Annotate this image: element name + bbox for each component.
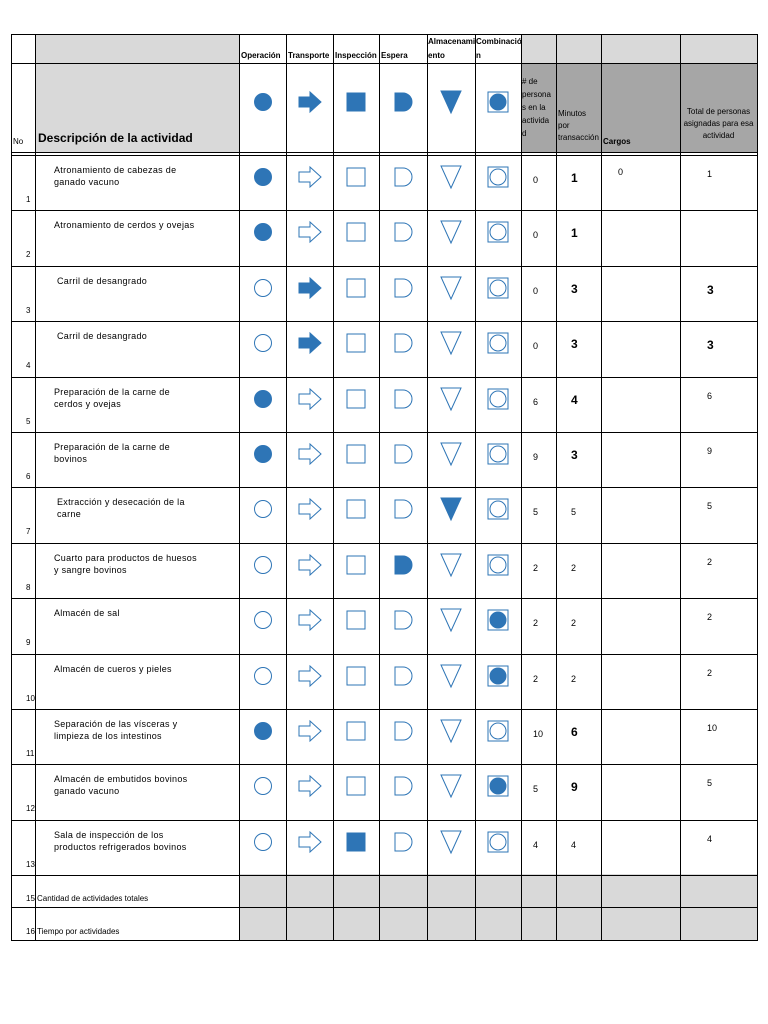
- arrow-right-icon: [297, 664, 323, 688]
- total-value: 6: [707, 390, 713, 401]
- d-shape-icon: [392, 720, 414, 742]
- minutos-value: 4: [571, 392, 578, 407]
- row-number: 4: [26, 361, 31, 371]
- d-shape-icon: [392, 221, 414, 243]
- triangle-down-icon: [439, 330, 463, 356]
- transporte-header: Transporte: [288, 51, 330, 60]
- circle-icon: [252, 831, 274, 853]
- espera-header: Espera: [381, 51, 408, 60]
- row-number: 10: [26, 693, 35, 703]
- minutos-value: 1: [571, 171, 578, 185]
- triangle-down-icon: [439, 275, 463, 301]
- row-number: 9: [26, 638, 31, 648]
- grid-hline: [11, 543, 758, 544]
- total-value: 9: [707, 446, 713, 456]
- square-icon: [345, 221, 367, 243]
- triangle-down-icon: [439, 164, 463, 190]
- circle-in-square-icon: [486, 553, 510, 577]
- almacenamiento-header-l2: ento: [428, 51, 445, 60]
- square-icon: [345, 609, 367, 631]
- minutos-header-line: por: [558, 121, 570, 130]
- activity-description: Sala de inspección de los: [54, 829, 164, 840]
- circle-icon: [252, 443, 274, 465]
- square-icon: [345, 166, 367, 188]
- activity-description: Preparación de la carne de: [54, 442, 170, 452]
- total-value: 5: [707, 778, 713, 789]
- activity-description: ganado vacuno: [54, 177, 120, 187]
- activity-description: Atronamiento de cabezas de: [54, 165, 177, 175]
- square-icon: [345, 775, 367, 797]
- personas-header-line: activida: [522, 116, 550, 125]
- circle-in-square-icon: [486, 719, 510, 743]
- arrow-right-icon: [297, 497, 323, 521]
- personas-value: 2: [533, 562, 539, 573]
- triangle-down-icon: [439, 607, 463, 633]
- total-header-line: actividad: [702, 131, 735, 140]
- grid-hline: [11, 487, 758, 488]
- arrow-right-icon: [297, 719, 323, 743]
- circle-in-square-icon: [486, 165, 510, 189]
- circle-in-square-icon: [486, 774, 510, 798]
- grid-hline: [11, 654, 758, 655]
- activity-description: Cuarto para productos de huesos: [54, 552, 197, 563]
- circle-in-square-icon: [486, 497, 510, 521]
- activity-description: productos refrigerados bovinos: [54, 841, 187, 852]
- grid-hline: [11, 266, 758, 267]
- minutos-header-line: transacción: [558, 133, 599, 142]
- activity-description: y sangre bovinos: [54, 564, 127, 575]
- arrow-right-icon: [297, 608, 323, 632]
- personas-header-line: s en la: [522, 103, 546, 112]
- total-header-line: Total de personas: [686, 107, 751, 116]
- arrow-right-icon: [297, 830, 323, 854]
- grid-hline: [11, 321, 758, 322]
- personas-header-line: d: [522, 129, 527, 138]
- combinacion-header-l1: Combinació: [476, 37, 522, 46]
- circle-icon: [252, 775, 274, 797]
- row-number: 3: [26, 305, 31, 315]
- activity-description: ganado vacuno: [54, 786, 120, 797]
- arrow-right-icon: [297, 387, 323, 411]
- personas-value: 0: [533, 285, 539, 296]
- personas-value: 6: [533, 396, 539, 407]
- circle-icon: [252, 554, 274, 576]
- personas-value: 10: [533, 729, 544, 739]
- minutos-value: 6: [571, 725, 578, 739]
- square-icon: [345, 91, 367, 113]
- circle-in-square-icon: [486, 664, 510, 688]
- activity-description: Carril de desangrado: [57, 331, 148, 342]
- square-icon: [345, 665, 367, 687]
- circle-icon: [252, 221, 274, 243]
- d-shape-icon: [392, 554, 414, 576]
- personas-value: 0: [533, 175, 539, 185]
- personas-value: 0: [533, 230, 539, 241]
- d-shape-icon: [392, 166, 414, 188]
- arrow-right-icon: [297, 331, 323, 355]
- activity-description: Carril de desangrado: [57, 275, 148, 286]
- arrow-right-icon: [297, 220, 323, 244]
- d-shape-icon: [392, 443, 414, 465]
- grid-hline: [11, 907, 758, 908]
- circle-icon: [252, 498, 274, 520]
- d-shape-icon: [392, 498, 414, 520]
- circle-in-square-icon: [486, 608, 510, 632]
- activity-description: Almacén de cueros y pieles: [54, 663, 172, 674]
- circle-icon: [252, 609, 274, 631]
- footer-row-number: 16: [26, 927, 35, 936]
- total-value: 3: [707, 282, 714, 297]
- triangle-down-icon: [439, 663, 463, 689]
- circle-in-square-icon: [486, 387, 510, 411]
- personas-value: 4: [533, 839, 539, 850]
- d-shape-icon: [392, 609, 414, 631]
- square-icon: [345, 277, 367, 299]
- row-number: 13: [26, 859, 35, 869]
- row-number: 8: [26, 582, 31, 592]
- minutos-value: 2: [571, 562, 577, 573]
- square-icon: [345, 443, 367, 465]
- square-icon: [345, 388, 367, 410]
- d-shape-icon: [392, 332, 414, 354]
- d-shape-icon: [392, 91, 414, 113]
- minutos-header-line: Minutos: [558, 109, 587, 118]
- total-value: 1: [707, 169, 713, 179]
- d-shape-icon: [392, 277, 414, 299]
- grid-hline: [11, 709, 758, 710]
- operacion-header: Operación: [241, 51, 281, 60]
- circle-in-square-icon: [486, 220, 510, 244]
- row-number: 11: [26, 749, 35, 758]
- row-number: 6: [26, 472, 31, 481]
- arrow-right-icon: [297, 165, 323, 189]
- circle-in-square-icon: [486, 830, 510, 854]
- circle-icon: [252, 277, 274, 299]
- row-number: 5: [26, 416, 31, 426]
- square-icon: [345, 720, 367, 742]
- d-shape-icon: [392, 665, 414, 687]
- minutos-value: 3: [571, 448, 578, 462]
- minutos-value: 3: [571, 281, 578, 296]
- minutos-value: 4: [571, 839, 577, 850]
- circle-icon: [252, 720, 274, 742]
- cargos-value: 0: [618, 167, 624, 177]
- triangle-down-icon: [439, 552, 463, 578]
- activity-description: Preparación de la carne de: [54, 386, 170, 397]
- activity-description: carne: [57, 509, 82, 520]
- triangle-down-icon: [439, 829, 463, 855]
- personas-header-line: persona: [522, 90, 551, 99]
- cargos-header: Cargos: [603, 137, 631, 146]
- square-icon: [345, 332, 367, 354]
- grid-hline: [11, 152, 758, 153]
- circle-in-square-icon: [486, 442, 510, 466]
- row-number: 7: [26, 527, 31, 537]
- grid-hline: [11, 940, 758, 941]
- square-icon: [345, 554, 367, 576]
- square-icon: [345, 831, 367, 853]
- minutos-value: 3: [571, 337, 578, 352]
- grid-hline: [11, 598, 758, 599]
- grid-hline: [11, 764, 758, 765]
- circle-icon: [252, 665, 274, 687]
- minutos-value: 2: [571, 618, 577, 629]
- circle-icon: [252, 388, 274, 410]
- personas-header-line: # de: [522, 77, 538, 86]
- no-header: No: [13, 137, 24, 146]
- circle-in-square-icon: [486, 276, 510, 300]
- circle-in-square-icon: [486, 90, 510, 114]
- personas-value: 2: [533, 618, 539, 629]
- minutos-value: 9: [571, 780, 578, 795]
- circle-icon: [252, 332, 274, 354]
- total-value: 10: [707, 723, 718, 733]
- total-header-line: asignadas para esa: [683, 119, 754, 128]
- triangle-down-icon: [439, 496, 463, 522]
- personas-value: 5: [533, 507, 539, 518]
- activity-description: cerdos y ovejas: [54, 398, 122, 409]
- triangle-down-icon: [439, 441, 463, 467]
- circle-in-square-icon: [486, 331, 510, 355]
- grid-hline: [11, 377, 758, 378]
- triangle-down-icon: [439, 718, 463, 744]
- total-value: 4: [707, 833, 713, 844]
- circle-icon: [252, 166, 274, 188]
- arrow-right-icon: [297, 774, 323, 798]
- personas-value: 0: [533, 341, 539, 352]
- activity-description: bovinos: [54, 454, 88, 464]
- row-number: 1: [26, 195, 31, 204]
- d-shape-icon: [392, 831, 414, 853]
- footer-row-number: 15: [26, 894, 35, 903]
- activity-description: Separación de las vísceras y: [54, 719, 178, 729]
- minutos-value: 1: [571, 226, 578, 241]
- grid-hline: [11, 210, 758, 211]
- total-value: 5: [707, 501, 713, 512]
- footer-label: Cantidad de actividades totales: [37, 894, 149, 903]
- activity-description: Almacén de sal: [54, 608, 120, 619]
- personas-value: 5: [533, 784, 539, 795]
- row-number: 2: [26, 250, 31, 260]
- minutos-value: 2: [571, 673, 577, 684]
- almacenamiento-header-l1: Almacenami: [428, 37, 476, 46]
- total-value: 2: [707, 612, 713, 623]
- grid-hline: [11, 155, 758, 156]
- activity-description: limpieza de los intestinos: [54, 731, 162, 741]
- footer-label: Tiempo por actividades: [37, 927, 120, 936]
- triangle-down-icon: [439, 219, 463, 245]
- description-header: Descripción de la actividad: [38, 131, 193, 145]
- grid-hline: [11, 34, 758, 35]
- grid-hline: [11, 432, 758, 433]
- arrow-right-icon: [297, 442, 323, 466]
- minutos-value: 5: [571, 507, 577, 518]
- row-number: 12: [26, 804, 35, 814]
- triangle-down-icon: [439, 386, 463, 412]
- personas-value: 2: [533, 673, 539, 684]
- triangle-down-icon: [439, 773, 463, 799]
- circle-icon: [252, 91, 274, 113]
- header-row-1-fill: [35, 34, 239, 63]
- total-value: 2: [707, 556, 713, 567]
- triangle-down-icon: [439, 89, 463, 115]
- total-value: 2: [707, 667, 713, 678]
- grid-hline: [11, 820, 758, 821]
- square-icon: [345, 498, 367, 520]
- arrow-right-icon: [297, 276, 323, 300]
- arrow-right-icon: [297, 90, 323, 114]
- d-shape-icon: [392, 775, 414, 797]
- total-value: 3: [707, 338, 714, 353]
- d-shape-icon: [392, 388, 414, 410]
- activity-description: Almacén de embutidos bovinos: [54, 774, 188, 785]
- grid-hline: [11, 63, 758, 64]
- activity-description: Atronamiento de cerdos y ovejas: [54, 220, 195, 231]
- grid-hline: [11, 875, 758, 876]
- personas-value: 9: [533, 452, 539, 462]
- arrow-right-icon: [297, 553, 323, 577]
- activity-description: Extracción y desecación de la: [57, 497, 185, 508]
- inspeccion-header: Inspección: [335, 51, 377, 60]
- combinacion-header-l2: n: [476, 51, 481, 60]
